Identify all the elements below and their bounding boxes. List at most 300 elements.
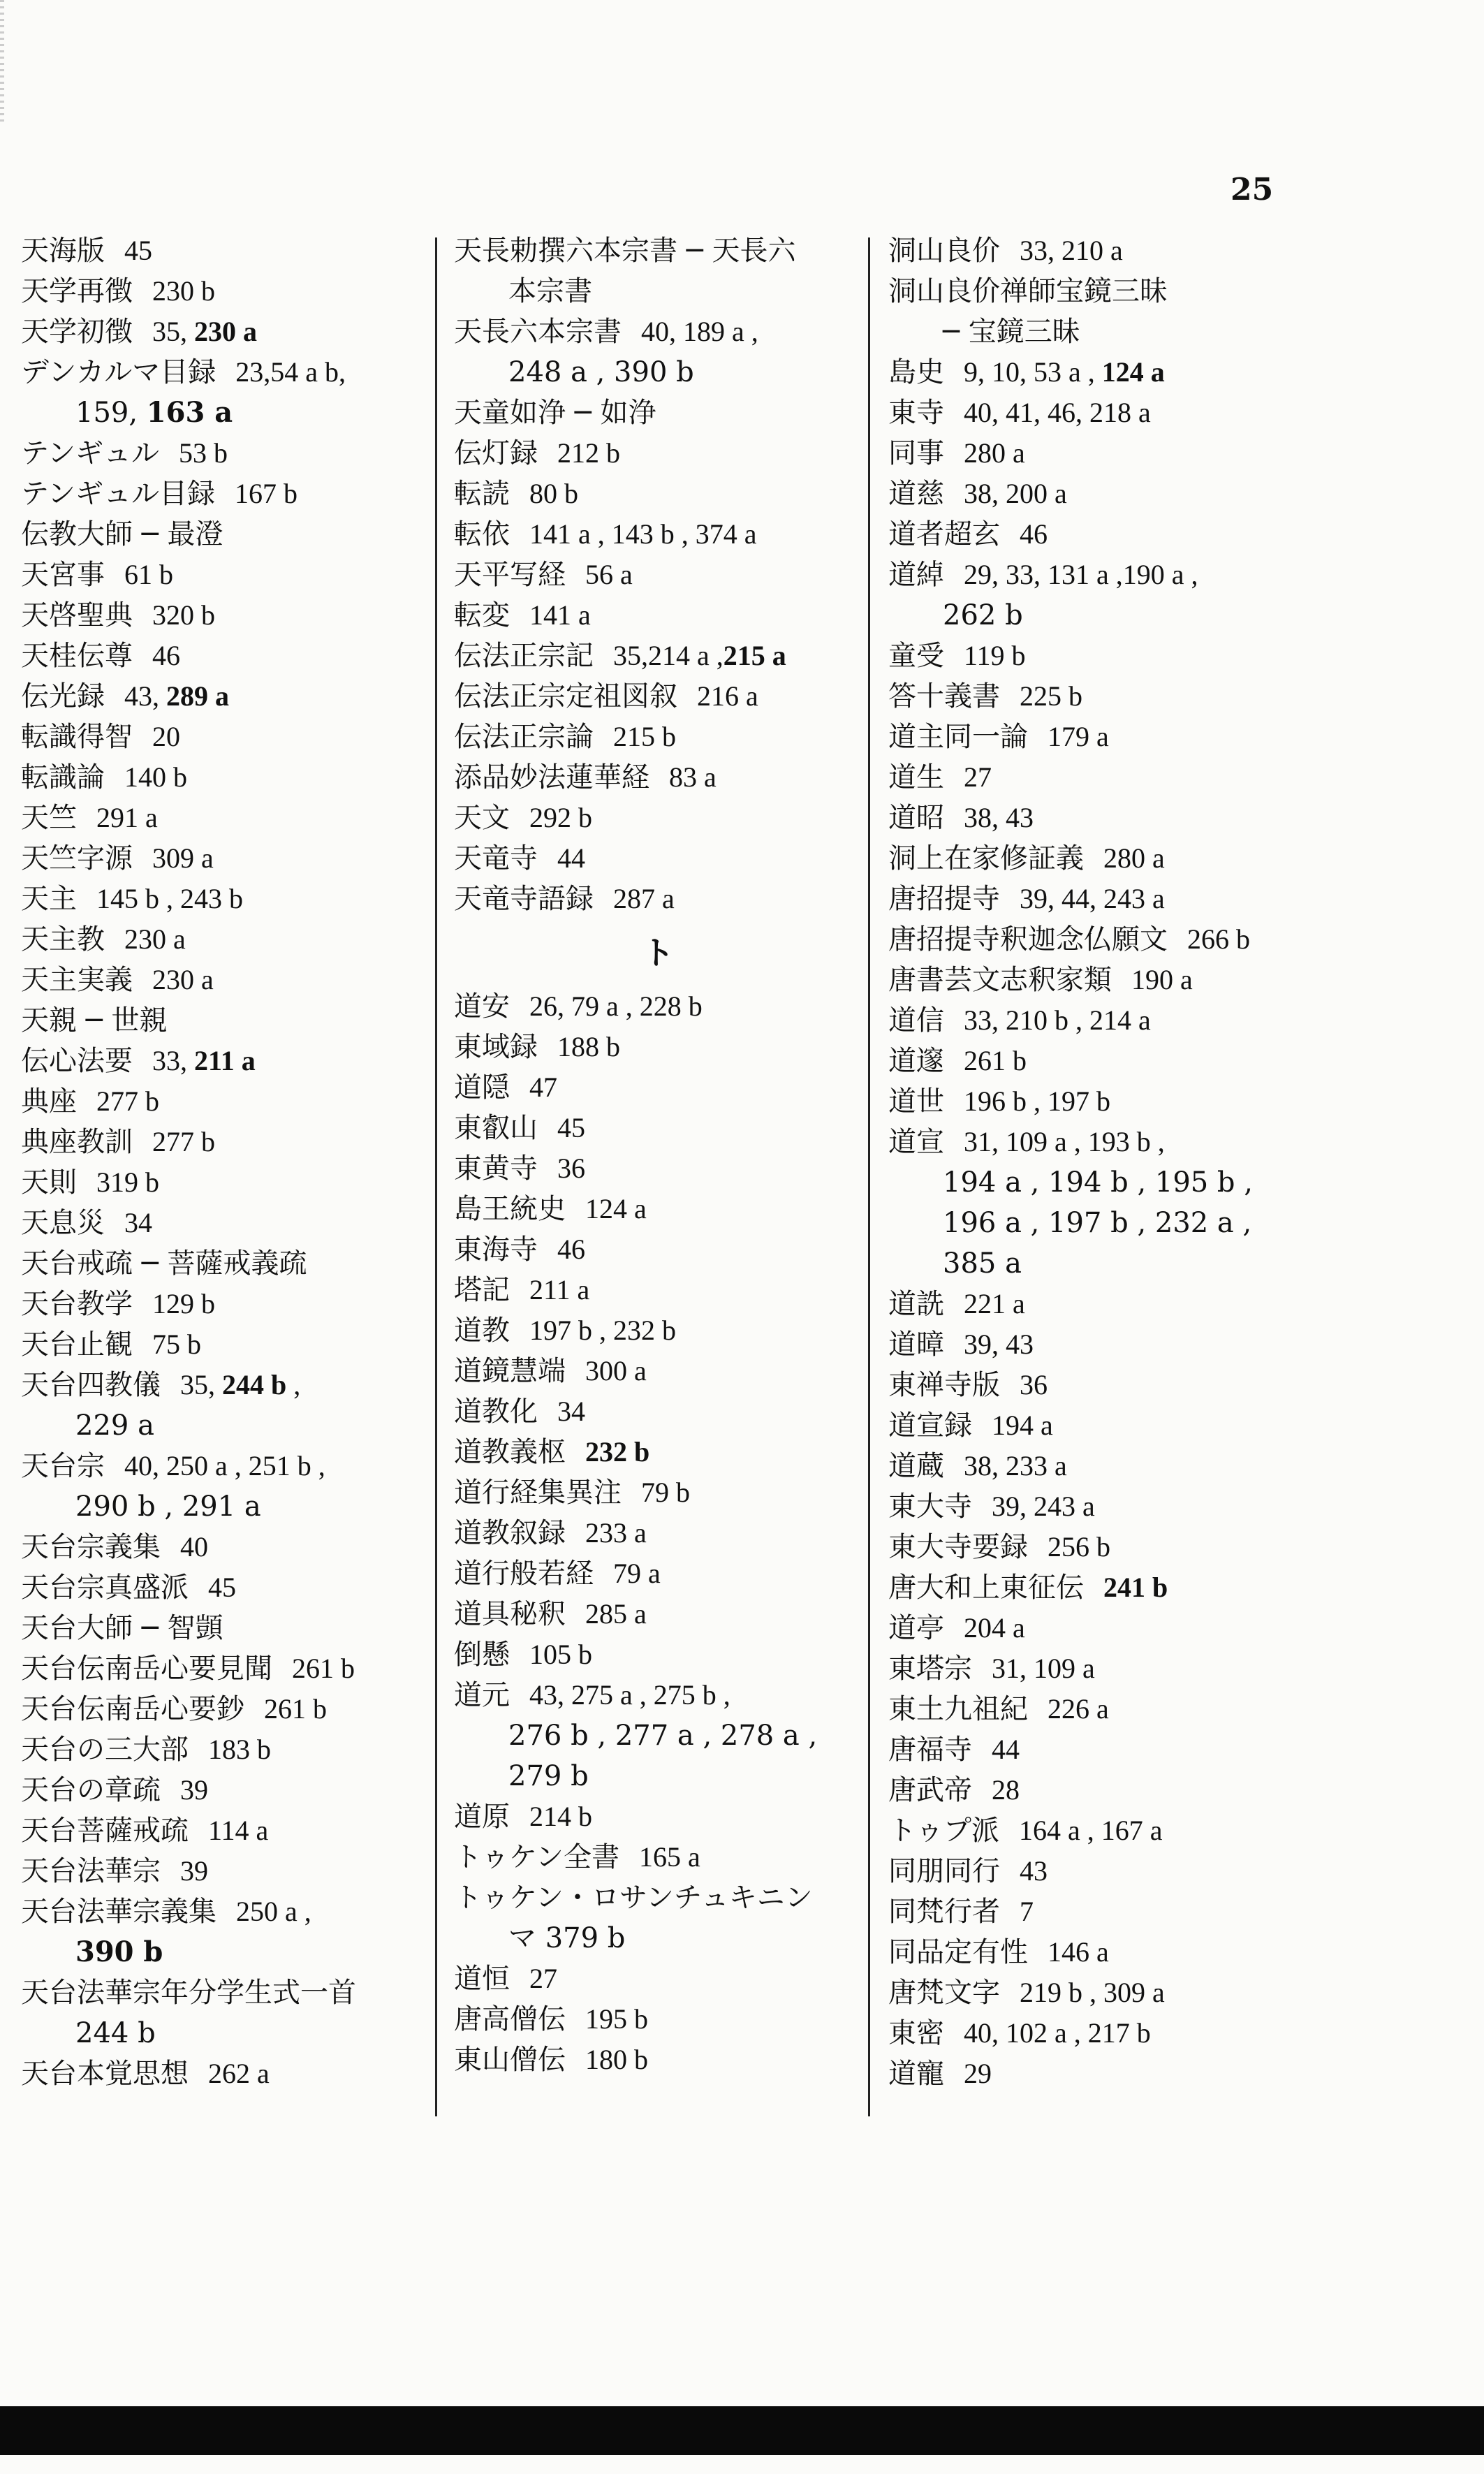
- entry-term: 東黄寺: [454, 1152, 538, 1185]
- entry-references: 261 b: [264, 1693, 327, 1725]
- index-entry: [454, 1999, 862, 2040]
- entry-references: 47: [529, 1071, 557, 1103]
- entry-references: 29, 33, 131 a ,190 a ,: [964, 559, 1198, 590]
- entry-references: 61 b: [124, 559, 173, 590]
- entry-references: 232 b: [585, 1436, 650, 1467]
- entry-references: 40, 102 a , 217 b: [964, 2017, 1151, 2049]
- entry-references: 124 a: [585, 1193, 647, 1224]
- index-entry: [454, 1067, 862, 1108]
- index-entry: [888, 879, 1307, 919]
- entry-continuation: 279 b: [508, 1760, 589, 1792]
- index-entry: [888, 433, 1307, 474]
- index-entry: [888, 1770, 1307, 1810]
- entry-references: 33, 210 b , 214 a: [964, 1004, 1151, 1036]
- entry-term: 道昭: [888, 802, 944, 834]
- entry-term: 天竜寺語録: [454, 883, 594, 915]
- entry-references: 44: [557, 842, 585, 874]
- entry-term: 道慈: [888, 478, 944, 510]
- index-entry: [21, 312, 440, 352]
- entry-references: 129 b: [152, 1288, 215, 1319]
- entry-references: 56 a: [585, 559, 633, 590]
- index-entry: [21, 717, 440, 757]
- page-number: 25: [1230, 172, 1274, 207]
- entry-term: 天長勅撰六本宗書 ─ 天長六: [454, 235, 796, 267]
- index-entry: [888, 1648, 1307, 1689]
- entry-references: 35, 244 b ,: [180, 1369, 301, 1400]
- entry-term: 道信: [888, 1004, 944, 1037]
- entry-continuation: 390 b: [75, 1935, 163, 1968]
- index-entry: [21, 879, 440, 919]
- index-entry: [21, 1000, 440, 1041]
- entry-references: 39, 44, 243 a: [1020, 883, 1165, 914]
- entry-term: 洞山良价: [888, 235, 1000, 267]
- index-entry: [454, 838, 862, 879]
- entry-references: 230 a: [124, 923, 186, 955]
- index-entry: [454, 676, 862, 717]
- index-entry: [888, 1527, 1307, 1567]
- entry-term: 天台本覚思想: [21, 2058, 189, 2090]
- index-entry: [888, 636, 1307, 676]
- index-entry: [21, 1567, 440, 1608]
- entry-term: 天則: [21, 1166, 77, 1199]
- entry-references: 40: [180, 1531, 208, 1562]
- entry-references: 35,214 a ,215 a: [613, 640, 786, 671]
- entry-references: 212 b: [557, 437, 620, 469]
- entry-term: 天文: [454, 802, 510, 834]
- index-entry: [888, 2013, 1307, 2054]
- entry-term: 道安: [454, 990, 510, 1023]
- entry-references: 43, 275 a , 275 b ,: [529, 1679, 730, 1711]
- entry-term: 道寵: [888, 2058, 944, 2090]
- entry-term: 道生: [888, 761, 944, 793]
- entry-term: 東山僧伝: [454, 2044, 566, 2076]
- index-column-2: [454, 230, 862, 2080]
- entry-term: 唐福寺: [888, 1734, 972, 1766]
- entry-term: デンカルマ目録: [21, 356, 216, 388]
- entry-term: 天台法華宗: [21, 1855, 161, 1887]
- entry-references: 39, 43: [964, 1329, 1034, 1360]
- index-entry: [21, 960, 440, 1000]
- entry-term: 東塔宗: [888, 1653, 972, 1685]
- entry-term: 道者超玄: [888, 518, 1000, 550]
- entry-term: 唐武帝: [888, 1774, 972, 1806]
- index-entry: [21, 230, 440, 271]
- index-entry: [454, 312, 862, 393]
- column-divider: [435, 237, 437, 2116]
- index-entry: [888, 555, 1307, 636]
- entry-term: 道鏡慧端: [454, 1355, 566, 1387]
- entry-term: 天竺字源: [21, 842, 133, 874]
- index-entry: [888, 271, 1307, 352]
- entry-references: 28: [992, 1774, 1020, 1806]
- column-divider: [868, 237, 870, 2116]
- index-entry: [21, 271, 440, 312]
- index-entry: [21, 352, 440, 433]
- entry-references: 114 a: [208, 1815, 269, 1846]
- entry-references: 250 a ,: [236, 1896, 311, 1927]
- entry-references: 45: [208, 1572, 236, 1603]
- entry-references: 256 b: [1048, 1531, 1110, 1562]
- entry-term: トゥケン全書: [454, 1841, 619, 1873]
- entry-term: 答十義書: [888, 680, 1000, 712]
- entry-references: 190 a: [1131, 964, 1193, 995]
- entry-term: 東域録: [454, 1031, 538, 1063]
- entry-term: 伝法正宗論: [454, 721, 594, 753]
- entry-term: 東叡山: [454, 1112, 538, 1144]
- entry-term: 道隠: [454, 1071, 510, 1104]
- scan-edge-bar: [0, 2406, 1484, 2455]
- entry-references: 233 a: [585, 1517, 647, 1549]
- entry-references: 194 a: [992, 1410, 1053, 1441]
- entry-references: 226 a: [1048, 1693, 1109, 1725]
- entry-term: 東禅寺版: [888, 1369, 1000, 1401]
- entry-references: 27: [964, 761, 992, 793]
- index-entry: [454, 1878, 862, 1959]
- entry-references: 280 a: [964, 437, 1025, 469]
- entry-references: 261 b: [292, 1653, 355, 1684]
- entry-references: 140 b: [124, 761, 187, 793]
- index-entry: [888, 1972, 1307, 2013]
- entry-references: 216 a: [697, 680, 758, 712]
- index-entry: [21, 1324, 440, 1365]
- section-heading: ト: [642, 934, 675, 972]
- entry-term: 典座教訓: [21, 1126, 133, 1158]
- entry-references: 119 b: [964, 640, 1026, 671]
- entry-references: 105 b: [529, 1639, 592, 1670]
- index-entry: [21, 2054, 440, 2094]
- index-entry: [888, 1891, 1307, 1932]
- index-entry: [888, 838, 1307, 879]
- index-entry: [21, 676, 440, 717]
- entry-term: 天台宗: [21, 1450, 105, 1482]
- entry-term: 転読: [454, 478, 510, 510]
- index-entry: [888, 393, 1307, 433]
- entry-references: 180 b: [585, 2044, 648, 2075]
- entry-term: 天学初徴: [21, 316, 133, 348]
- entry-references: 225 b: [1020, 680, 1082, 712]
- entry-references: 36: [1020, 1369, 1048, 1400]
- entry-references: 261 b: [964, 1045, 1027, 1076]
- entry-references: 80 b: [529, 478, 578, 509]
- index-entry: [454, 230, 862, 312]
- entry-term: 転識論: [21, 761, 105, 793]
- entry-references: 46: [152, 640, 180, 671]
- entry-continuation: マ 379 b: [508, 1922, 626, 1954]
- entry-references: 9, 10, 53 a , 124 a: [964, 356, 1165, 388]
- entry-term: トゥプ派: [888, 1815, 999, 1847]
- index-entry: [888, 1365, 1307, 1405]
- entry-references: 44: [992, 1734, 1020, 1765]
- index-entry: [888, 1081, 1307, 1122]
- entry-continuation: 248 a , 390 b: [508, 356, 694, 388]
- entry-term: 天台大師 ─ 智顗: [21, 1612, 223, 1644]
- entry-term: 天竺: [21, 802, 77, 834]
- index-entry: [454, 393, 862, 433]
- entry-references: 7: [1020, 1896, 1034, 1927]
- index-entry: [888, 757, 1307, 798]
- entry-references: 241 b: [1103, 1572, 1168, 1603]
- index-entry: [21, 1729, 440, 1770]
- entry-references: 38, 200 a: [964, 478, 1067, 509]
- index-entry: [888, 1810, 1307, 1851]
- entry-continuation: 262 b: [943, 599, 1023, 631]
- entry-term: 道教: [454, 1315, 510, 1347]
- entry-term: 道行経集異注: [454, 1477, 622, 1509]
- entry-references: 20: [152, 721, 180, 752]
- entry-term: 東土九祖紀: [888, 1693, 1028, 1725]
- entry-references: 31, 109 a , 193 b ,: [964, 1126, 1165, 1157]
- index-entry: [21, 555, 440, 595]
- entry-term: 伝灯録: [454, 437, 538, 469]
- index-group-te-continued: [454, 230, 862, 919]
- index-entry: [888, 1851, 1307, 1891]
- entry-continuation: 276 b , 277 a , 278 a ,: [508, 1720, 818, 1752]
- index-entry: [454, 2040, 862, 2080]
- index-entry: [888, 960, 1307, 1000]
- index-entry: [888, 1324, 1307, 1365]
- index-entry: [454, 595, 862, 636]
- entry-references: 167 b: [235, 478, 297, 509]
- index-entry: [454, 1270, 862, 1310]
- entry-term: トゥケン・ロサンチュキニン: [454, 1882, 813, 1914]
- entry-term: 道邃: [888, 1045, 944, 1077]
- entry-continuation: 本宗書: [508, 275, 592, 307]
- entry-term: 天海版: [21, 235, 105, 267]
- entry-references: 320 b: [152, 599, 215, 631]
- index-entry: [454, 1796, 862, 1837]
- index-entry: [888, 1000, 1307, 1041]
- entry-term: 添品妙法蓮華経: [454, 761, 649, 793]
- index-entry: [454, 474, 862, 514]
- entry-term: 転識得智: [21, 721, 133, 753]
- entry-term: 東密: [888, 2017, 944, 2049]
- entry-references: 145 b , 243 b: [96, 883, 243, 914]
- entry-term: 道主同一論: [888, 721, 1028, 753]
- entry-references: 219 b , 309 a: [1020, 1977, 1165, 2008]
- entry-continuation: 385 a: [943, 1247, 1022, 1280]
- entry-references: 309 a: [152, 842, 214, 874]
- entry-references: 165 a: [639, 1841, 700, 1873]
- entry-references: 291 a: [96, 802, 158, 833]
- index-entry: [888, 1284, 1307, 1324]
- entry-term: 島王統史: [454, 1193, 566, 1225]
- index-entry: [454, 1513, 862, 1553]
- entry-term: 島史: [888, 356, 944, 388]
- entry-term: 道教化: [454, 1396, 538, 1428]
- entry-term: 倒懸: [454, 1639, 510, 1671]
- entry-term: 同事: [888, 437, 944, 469]
- index-entry: [454, 798, 862, 838]
- entry-term: 天台伝南岳心要鈔: [21, 1693, 244, 1725]
- index-entry: [454, 1472, 862, 1513]
- entry-term: 同朋同行: [888, 1855, 1000, 1887]
- entry-references: 33, 211 a: [152, 1045, 256, 1076]
- entry-term: 天宮事: [21, 559, 105, 591]
- index-entry: [888, 514, 1307, 555]
- entry-references: 300 a: [585, 1355, 647, 1386]
- entry-term: 洞上在家修証義: [888, 842, 1084, 874]
- entry-term: 天台四教儀: [21, 1369, 161, 1401]
- entry-continuation: 290 b , 291 a: [75, 1491, 261, 1523]
- entry-term: 道教叙録: [454, 1517, 566, 1549]
- entry-term: 天親 ─ 世親: [21, 1004, 168, 1037]
- index-entry: [21, 1770, 440, 1810]
- index-entry: [888, 1446, 1307, 1486]
- index-entry: [454, 1432, 862, 1472]
- entry-term: テンギュル: [21, 437, 159, 469]
- entry-term: 転依: [454, 518, 510, 550]
- entry-term: 天台戒疏 ─ 菩薩戒義疏: [21, 1247, 307, 1280]
- index-entry: [888, 1608, 1307, 1648]
- entry-term: 塔記: [454, 1274, 510, 1306]
- index-entry: [888, 1122, 1307, 1284]
- index-entry: [21, 1891, 440, 1972]
- index-entry: [454, 514, 862, 555]
- index-entry: [21, 1810, 440, 1851]
- entry-references: 277 b: [96, 1085, 159, 1117]
- entry-term: 伝法正宗記: [454, 640, 594, 672]
- entry-term: 天台菩薩戒疏: [21, 1815, 189, 1847]
- index-entry: [888, 2054, 1307, 2094]
- entry-term: 東海寺: [454, 1234, 538, 1266]
- index-group-to: [454, 986, 862, 2080]
- entry-references: 83 a: [669, 761, 717, 793]
- entry-term: 天台宗義集: [21, 1531, 161, 1563]
- entry-references: 27: [529, 1963, 557, 1994]
- entry-references: 38, 43: [964, 802, 1034, 833]
- entry-continuation: 244 b: [75, 2017, 156, 2049]
- index-entry: [21, 595, 440, 636]
- index-entry: [21, 838, 440, 879]
- index-entry: [21, 433, 440, 474]
- entry-references: 287 a: [613, 883, 675, 914]
- index-entry: [21, 636, 440, 676]
- entry-references: 29: [964, 2058, 992, 2089]
- index-entry: [454, 757, 862, 798]
- entry-term: 唐招提寺: [888, 883, 1000, 915]
- entry-term: 道世: [888, 1085, 944, 1118]
- index-entry: [454, 1594, 862, 1634]
- entry-term: 東大寺要録: [888, 1531, 1028, 1563]
- entry-references: 262 a: [208, 2058, 270, 2089]
- entry-references: 285 a: [585, 1598, 647, 1630]
- entry-term: 伝心法要: [21, 1045, 133, 1077]
- entry-references: 79 b: [641, 1477, 690, 1508]
- entry-term: 道詵: [888, 1288, 944, 1320]
- entry-references: 230 a: [152, 964, 214, 995]
- index-entry: [21, 1851, 440, 1891]
- entry-term: 典座: [21, 1085, 77, 1118]
- index-entry: [888, 1729, 1307, 1770]
- index-entry: [888, 1932, 1307, 1972]
- entry-references: 179 a: [1048, 721, 1109, 752]
- index-column-3: [888, 230, 1307, 2094]
- entry-references: 319 b: [96, 1166, 159, 1198]
- entry-references: 141 a , 143 b , 374 a: [529, 518, 757, 550]
- entry-references: 266 b: [1187, 923, 1250, 955]
- entry-references: 46: [557, 1234, 585, 1265]
- entry-references: 43: [1020, 1855, 1048, 1887]
- index-entry: [21, 1203, 440, 1243]
- entry-term: 天学再徴: [21, 275, 133, 307]
- index-entry: [888, 474, 1307, 514]
- entry-term: 天息災: [21, 1207, 105, 1239]
- index-entry: [454, 1189, 862, 1229]
- index-entry: [21, 757, 440, 798]
- entry-references: 39, 243 a: [992, 1491, 1095, 1522]
- index-entry: [454, 433, 862, 474]
- entry-references: 23,54 a b,: [235, 356, 346, 388]
- index-entry: [454, 1553, 862, 1594]
- entry-references: 211 a: [529, 1274, 590, 1305]
- entry-term: 伝教大師 ─ 最澄: [21, 518, 223, 550]
- entry-references: 45: [557, 1112, 585, 1143]
- index-entry: [454, 1310, 862, 1351]
- index-entry: [454, 1148, 862, 1189]
- entry-term: 道宣: [888, 1126, 944, 1158]
- entry-references: 215 b: [613, 721, 676, 752]
- entry-references: 31, 109 a: [992, 1653, 1095, 1684]
- entry-references: 277 b: [152, 1126, 215, 1157]
- entry-term: 東大寺: [888, 1491, 972, 1523]
- index-entry: [21, 1689, 440, 1729]
- index-entry: [21, 1972, 440, 2054]
- index-entry: [21, 1446, 440, 1527]
- entry-term: 童受: [888, 640, 944, 672]
- entry-term: 天主: [21, 883, 77, 915]
- entry-references: 141 a: [529, 599, 591, 631]
- entry-references: 45: [124, 235, 152, 266]
- index-entry: [888, 1486, 1307, 1527]
- index-entry: [454, 1675, 862, 1796]
- entry-references: 26, 79 a , 228 b: [529, 990, 703, 1022]
- index-entry: [454, 1391, 862, 1432]
- entry-references: 40, 41, 46, 218 a: [964, 397, 1151, 428]
- entry-term: 道恒: [454, 1963, 510, 1995]
- entry-term: 天桂伝尊: [21, 640, 133, 672]
- index-entry: [888, 717, 1307, 757]
- entry-references: 214 b: [529, 1801, 592, 1832]
- entry-term: 伝光録: [21, 680, 105, 712]
- entry-term: 唐梵文字: [888, 1977, 1000, 2009]
- entry-references: 38, 233 a: [964, 1450, 1067, 1481]
- entry-term: 天台法華宗義集: [21, 1896, 216, 1928]
- index-entry: [454, 1634, 862, 1675]
- entry-references: 292 b: [529, 802, 592, 833]
- index-entry: [21, 1041, 440, 1081]
- entry-references: 35, 230 a: [152, 316, 257, 347]
- entry-references: 221 a: [964, 1288, 1025, 1319]
- entry-term: 天台法華宗年分学生式一首: [21, 1977, 356, 2009]
- index-entry: [454, 1351, 862, 1391]
- entry-term: 道亭: [888, 1612, 944, 1644]
- index-entry: [21, 1648, 440, 1689]
- index-entry: [21, 1608, 440, 1648]
- entry-term: 道綽: [888, 559, 944, 591]
- entry-references: 36: [557, 1152, 585, 1184]
- entry-term: 天台宗真盛派: [21, 1572, 189, 1604]
- entry-term: 唐大和上東征伝: [888, 1572, 1084, 1604]
- entry-references: 39: [180, 1855, 208, 1887]
- index-entry: [21, 1284, 440, 1324]
- entry-term: 天台伝南岳心要見聞: [21, 1653, 272, 1685]
- entry-term: 道原: [454, 1801, 510, 1833]
- entry-term: 天台の三大部: [21, 1734, 189, 1766]
- index-entry: [454, 986, 862, 1027]
- entry-continuation: 229 a: [75, 1410, 154, 1442]
- entry-term: 道宣録: [888, 1410, 972, 1442]
- entry-references: 34: [557, 1396, 585, 1427]
